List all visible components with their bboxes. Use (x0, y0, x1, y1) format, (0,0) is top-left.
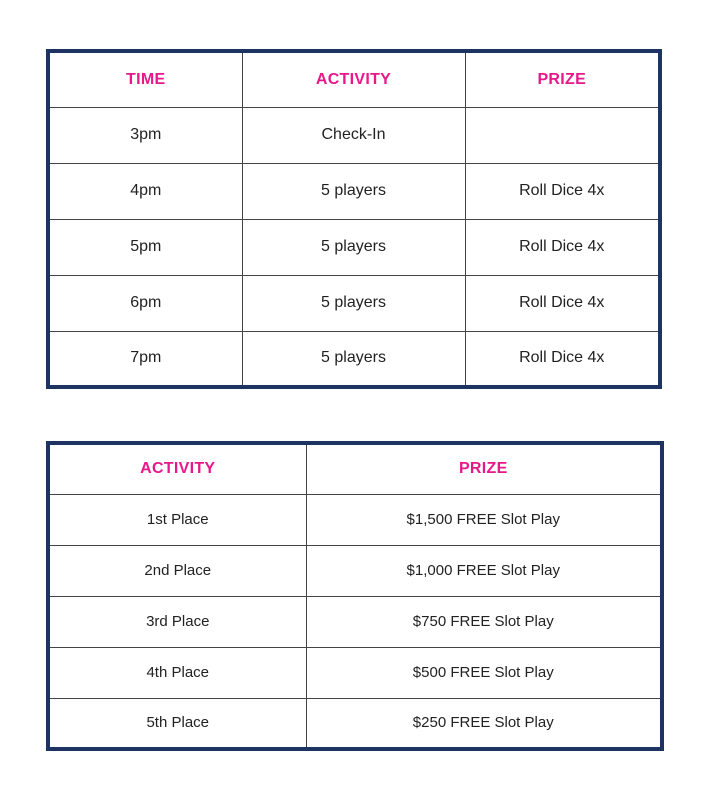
time-cell: 6pm (48, 275, 242, 331)
prize-cell (465, 107, 660, 163)
activity-cell: 5 players (242, 163, 465, 219)
table-row (48, 219, 660, 275)
activity-cell: 5 players (242, 219, 465, 275)
prize-header: PRIZE (465, 51, 660, 107)
time-cell: 5pm (48, 219, 242, 275)
prize-cell: $1,000 FREE Slot Play (306, 545, 662, 596)
prize-cell: $1,500 FREE Slot Play (306, 494, 662, 545)
table-row (48, 163, 660, 219)
prize-header: PRIZE (306, 443, 662, 494)
place-cell: 5th Place (48, 698, 306, 749)
place-cell: 1st Place (48, 494, 306, 545)
activity-cell: 5 players (242, 275, 465, 331)
prize-cell: Roll Dice 4x (465, 163, 660, 219)
prize-cell: Roll Dice 4x (465, 331, 660, 387)
prize-cell: $250 FREE Slot Play (306, 698, 662, 749)
table-row (48, 494, 662, 545)
activity-header: ACTIVITY (242, 51, 465, 107)
place-cell: 2nd Place (48, 545, 306, 596)
time-cell: 4pm (48, 163, 242, 219)
activity-cell: 5 players (242, 331, 465, 387)
schedule-header-row (48, 51, 660, 107)
prize-cell: Roll Dice 4x (465, 275, 660, 331)
table-row (48, 331, 660, 387)
table-row (48, 596, 662, 647)
table-row (48, 698, 662, 749)
prize-cell: Roll Dice 4x (465, 219, 660, 275)
time-cell: 3pm (48, 107, 242, 163)
prize-cell: $500 FREE Slot Play (306, 647, 662, 698)
table-row (48, 107, 660, 163)
table-row (48, 275, 660, 331)
prize-table (46, 441, 664, 751)
activity-cell: Check-In (242, 107, 465, 163)
prize-cell: $750 FREE Slot Play (306, 596, 662, 647)
table-row (48, 647, 662, 698)
time-header: TIME (48, 51, 242, 107)
time-cell: 7pm (48, 331, 242, 387)
activity-header: ACTIVITY (48, 443, 306, 494)
place-cell: 4th Place (48, 647, 306, 698)
table-row (48, 545, 662, 596)
place-cell: 3rd Place (48, 596, 306, 647)
prize-header-row (48, 443, 662, 494)
schedule-table (46, 49, 662, 389)
